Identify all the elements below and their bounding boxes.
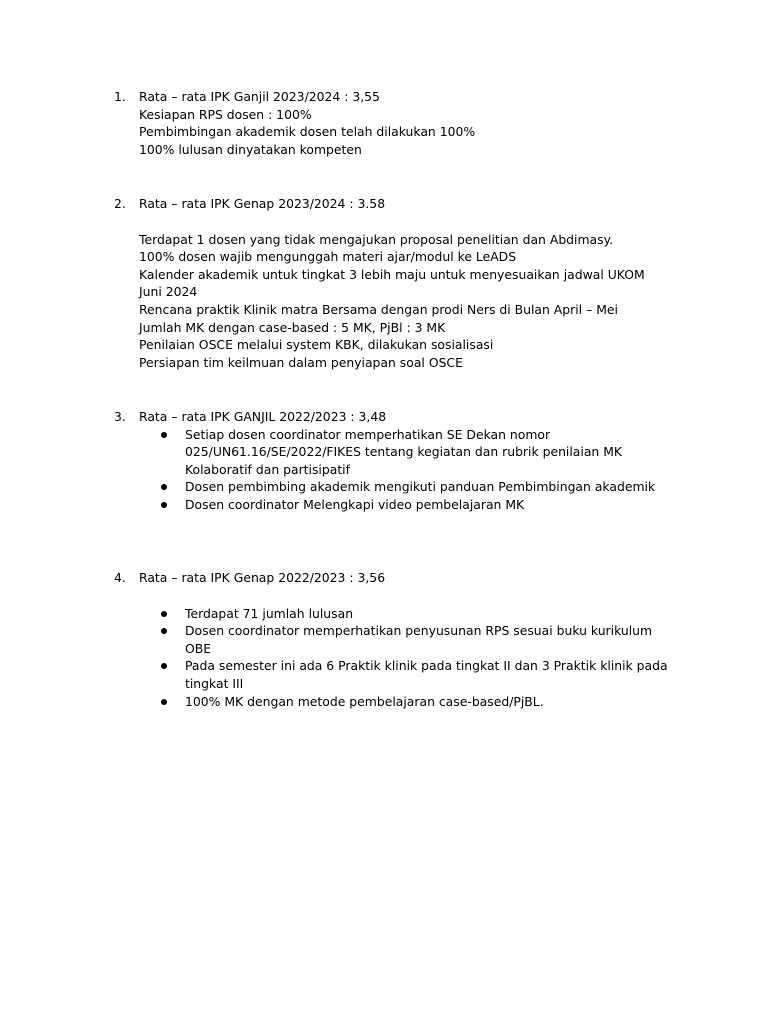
list-item bbox=[139, 693, 679, 711]
section-body bbox=[139, 408, 679, 514]
bullet-list bbox=[139, 605, 679, 711]
section-body bbox=[139, 88, 679, 158]
section-heading: Rata – rata IPK Genap 2022/2023 : 3,56 bbox=[139, 570, 386, 585]
section-number: 4. bbox=[114, 570, 126, 585]
bullet-icon bbox=[161, 663, 167, 669]
list-item-text: Setiap dosen coordinator memperhatikan SE Dekan nomor bbox=[185, 426, 551, 442]
text-line: Rencana praktik Klinik matra Bersama dengan prodi Ners di Bulan April – Mei bbox=[139, 301, 618, 317]
list-item-text: Terdapat 71 jumlah lulusan bbox=[185, 605, 354, 621]
section-heading: Rata – rata IPK GANJIL 2022/2023 : 3,48 bbox=[139, 409, 387, 424]
bullet-list bbox=[139, 426, 679, 514]
list-item-text: Kolaboratif dan partisipatif bbox=[185, 461, 350, 477]
bullet-icon bbox=[161, 484, 167, 490]
list-item-text: Dosen coordinator memperhatikan penyusunan RPS sesuai buku kurikulum bbox=[185, 623, 653, 639]
list-item bbox=[139, 478, 679, 496]
bullet-icon bbox=[161, 502, 167, 508]
section-heading: Rata – rata IPK Ganjil 2023/2024 : 3,55 bbox=[139, 89, 380, 104]
section-heading: Rata – rata IPK Genap 2023/2024 : 3.58 bbox=[139, 196, 386, 211]
list-item-text: Dosen coordinator Melengkapi video pembelajaran MK bbox=[185, 496, 525, 512]
text-line: Juni 2024 bbox=[139, 284, 198, 300]
text-line: 100% dosen wajib mengunggah materi ajar/modul ke LeADS bbox=[139, 249, 517, 265]
text-line: Penilaian OSCE melalui system KBK, dilakukan sosialisasi bbox=[139, 337, 494, 353]
list-item-text: Pada semester ini ada 6 Praktik klinik pada tingkat II dan 3 Praktik klinik pada bbox=[185, 658, 668, 674]
section-number: 2. bbox=[114, 196, 126, 211]
list-item-text: 100% MK dengan metode pembelajaran case-based/PjBL. bbox=[185, 693, 544, 709]
list-item-text: OBE bbox=[185, 640, 212, 656]
section-number: 1. bbox=[114, 89, 126, 104]
list-item bbox=[139, 657, 679, 692]
text-line: Jumlah MK dengan case-based : 5 MK, PjBl : 3 MK bbox=[139, 319, 446, 335]
text-line: Kalender akademik untuk tingkat 3 lebih maju untuk menyesuaikan jadwal UKOM bbox=[139, 266, 645, 282]
list-item bbox=[139, 496, 679, 514]
list-item bbox=[139, 426, 679, 479]
text-line: Pembimbingan akademik dosen telah dilakukan 100% bbox=[139, 124, 476, 140]
text-line: Persiapan tim keilmuan dalam penyiapan soal OSCE bbox=[139, 354, 463, 370]
list-item bbox=[139, 622, 679, 657]
section-body bbox=[139, 569, 679, 710]
bullet-icon bbox=[161, 628, 167, 634]
list-item bbox=[139, 605, 679, 623]
list-item-text: 025/UN61.16/SE/2022/FIKES tentang kegiatan dan rubrik penilaian MK bbox=[185, 444, 623, 460]
bullet-icon bbox=[161, 611, 167, 617]
list-item-text: Dosen pembimbing akademik mengikuti panduan Pembimbingan akademik bbox=[185, 479, 656, 495]
bullet-icon bbox=[161, 432, 167, 438]
section-body bbox=[139, 195, 679, 371]
section-number: 3. bbox=[114, 409, 126, 424]
bullet-icon bbox=[161, 699, 167, 705]
text-line: 100% lulusan dinyatakan kompeten bbox=[139, 141, 362, 157]
text-line: Kesiapan RPS dosen : 100% bbox=[139, 106, 312, 122]
list-item-text: tingkat III bbox=[185, 675, 244, 691]
text-line: Terdapat 1 dosen yang tidak mengajukan proposal penelitian dan Abdimasy. bbox=[139, 231, 614, 247]
